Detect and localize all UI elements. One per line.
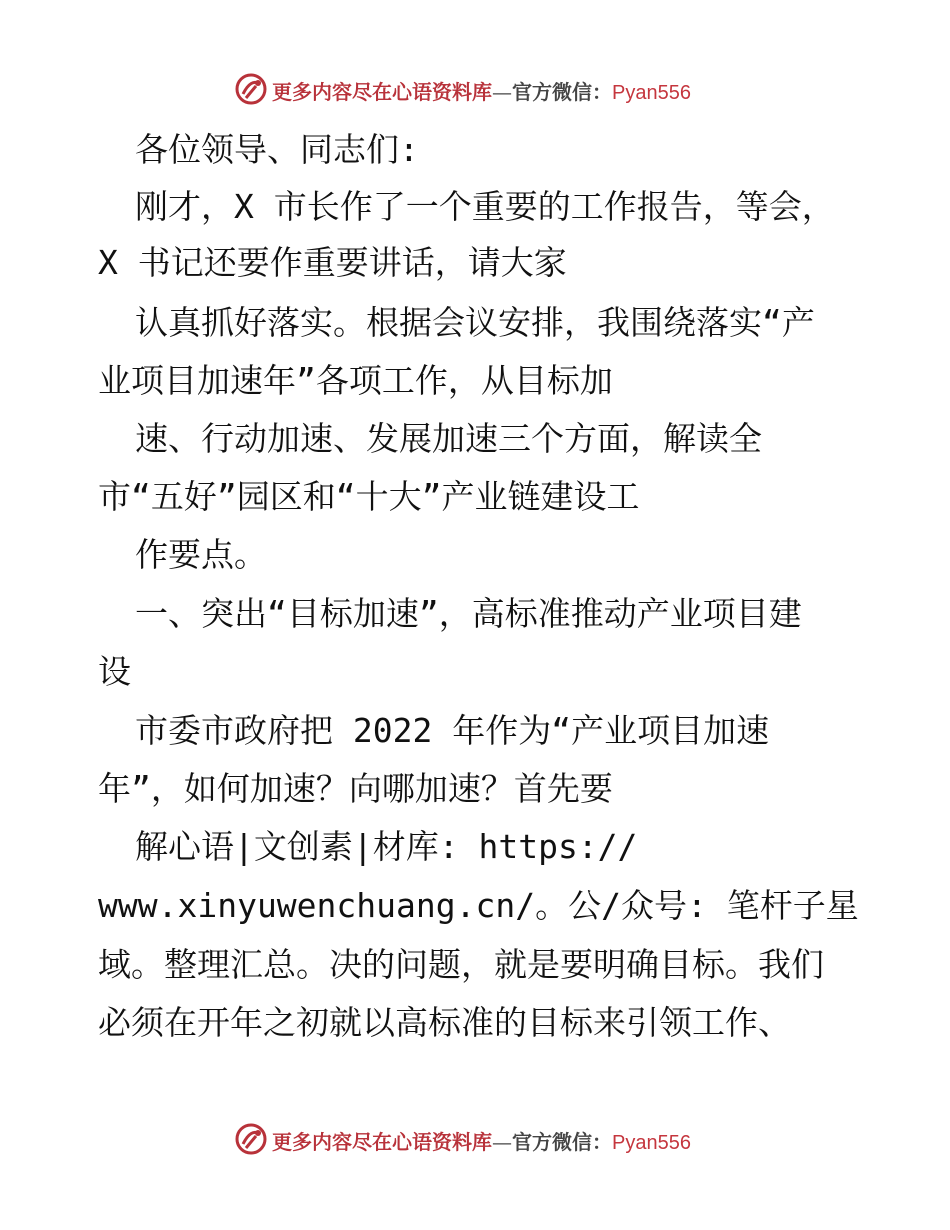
header-dash: — <box>492 80 512 104</box>
body-line: X 书记还要作重要讲话，请大家 <box>98 243 567 282</box>
body-line: 各位领导、同志们: <box>135 130 419 169</box>
body-line: 一、突出“目标加速”，高标准推动产业项目建 <box>135 594 802 633</box>
body-line: 域。整理汇总。决的问题，就是要明确目标。我们 <box>98 945 824 984</box>
brand-logo-icon <box>234 1122 268 1156</box>
footer-wechat-id: Pyan556 <box>612 1132 691 1154</box>
footer-text <box>272 1126 691 1155</box>
body-line: 必须在开年之初就以高标准的目标来引领工作、 <box>98 1003 791 1042</box>
footer-dash: — <box>492 1130 512 1154</box>
body-line: 业项目加速年”各项工作，从目标加 <box>98 361 613 400</box>
body-line: 年”，如何加速？向哪加速？首先要 <box>98 769 613 808</box>
body-line: 市“五好”园区和“十大”产业链建设工 <box>98 477 640 516</box>
body-line: 作要点。 <box>135 535 267 574</box>
footer-wechat-label: 官方微信： <box>512 1130 612 1154</box>
header-brand: 更多内容尽在心语资料库 <box>272 80 492 104</box>
brand-logo-icon <box>234 72 268 106</box>
body-line: 解心语|文创素|材库: https:// <box>135 827 638 866</box>
body-line: www.xinyuwenchuang.cn/。公/众号: 笔杆子星 <box>98 886 859 925</box>
body-line: 认真抓好落实。根据会议安排，我围绕落实“产 <box>135 303 815 342</box>
footer-banner <box>0 1120 950 1160</box>
body-line: 设 <box>98 652 131 691</box>
body-line: 速、行动加速、发展加速三个方面，解读全 <box>135 419 762 458</box>
footer-brand: 更多内容尽在心语资料库 <box>272 1130 492 1154</box>
body-line: 市委市政府把 2022 年作为“产业项目加速 <box>135 711 770 750</box>
header-wechat-label: 官方微信： <box>512 80 612 104</box>
header-wechat-id: Pyan556 <box>612 82 691 104</box>
header-text <box>272 76 691 105</box>
body-line: 刚才，X 市长作了一个重要的工作报告，等会， <box>135 187 835 226</box>
header-banner <box>0 70 950 110</box>
